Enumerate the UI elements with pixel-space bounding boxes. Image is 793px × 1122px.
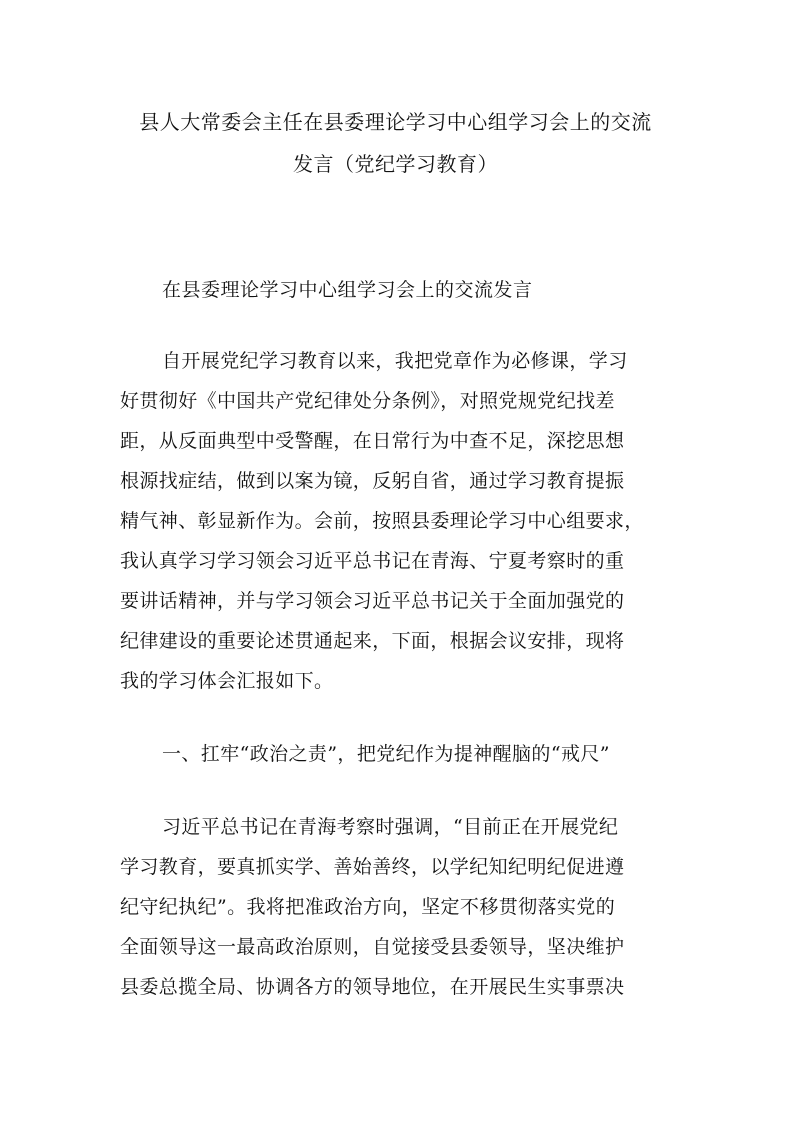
paragraph-line: 距，从反面典型中受警醒，在日常行为中查不足，深挖思想 xyxy=(120,430,625,452)
title-line-1: 县人大常委会主任在县委理论学习中心组学习会上的交流 xyxy=(139,110,652,134)
paragraph-line: 学习教育，要真抓实学、善始善终，以学纪知纪明纪促进遵 xyxy=(120,856,625,878)
paragraph-line: 精气神、彰显新作为。会前，按照县委理论学习中心组要求， xyxy=(120,510,644,532)
paragraph-line: 我认真学习学习领会习近平总书记在青海、宁夏考察时的重 xyxy=(120,550,625,572)
section1-paragraph xyxy=(120,807,671,1007)
paragraph-line: 县委总揽全局、协调各方的领导地位，在开展民生实事票决 xyxy=(120,976,625,998)
title-line-2: 发言（党纪学习教育） xyxy=(293,152,498,176)
paragraph-line: 要讲话精神，并与学习领会习近平总书记关于全面加强党的 xyxy=(120,590,625,612)
paragraph-line: 根源找症结，做到以案为镜，反躬自省，通过学习教育提振 xyxy=(120,470,625,492)
paragraph-line: 纪律建设的重要论述贯通起来，下面，根据会议安排，现将 xyxy=(120,630,625,652)
document-title xyxy=(120,0,671,185)
paragraph-line: 习近平总书记在青海考察时强调，“目前正在开展党纪 xyxy=(162,816,619,838)
section-heading-1: 一、扛牢“政治之责”，把党纪作为提神醒脑的“戒尺” xyxy=(162,743,610,765)
intro-paragraph xyxy=(120,341,671,701)
speech-subtitle: 在县委理论学习中心组学习会上的交流发言 xyxy=(162,279,533,301)
paragraph-line: 自开展党纪学习教育以来，我把党章作为必修课，学习 xyxy=(162,350,628,372)
paragraph-line: 全面领导这一最高政治原则，自觉接受县委领导，坚决维护 xyxy=(120,936,625,958)
paragraph-line: 我的学习体会汇报如下。 xyxy=(120,670,334,692)
paragraph-line: 好贯彻好《中国共产党纪律处分条例》，对照党规党纪找差 xyxy=(120,390,615,412)
paragraph-line: 纪守纪执纪”。我将把准政治方向，坚定不移贯彻落实党的 xyxy=(120,896,616,918)
